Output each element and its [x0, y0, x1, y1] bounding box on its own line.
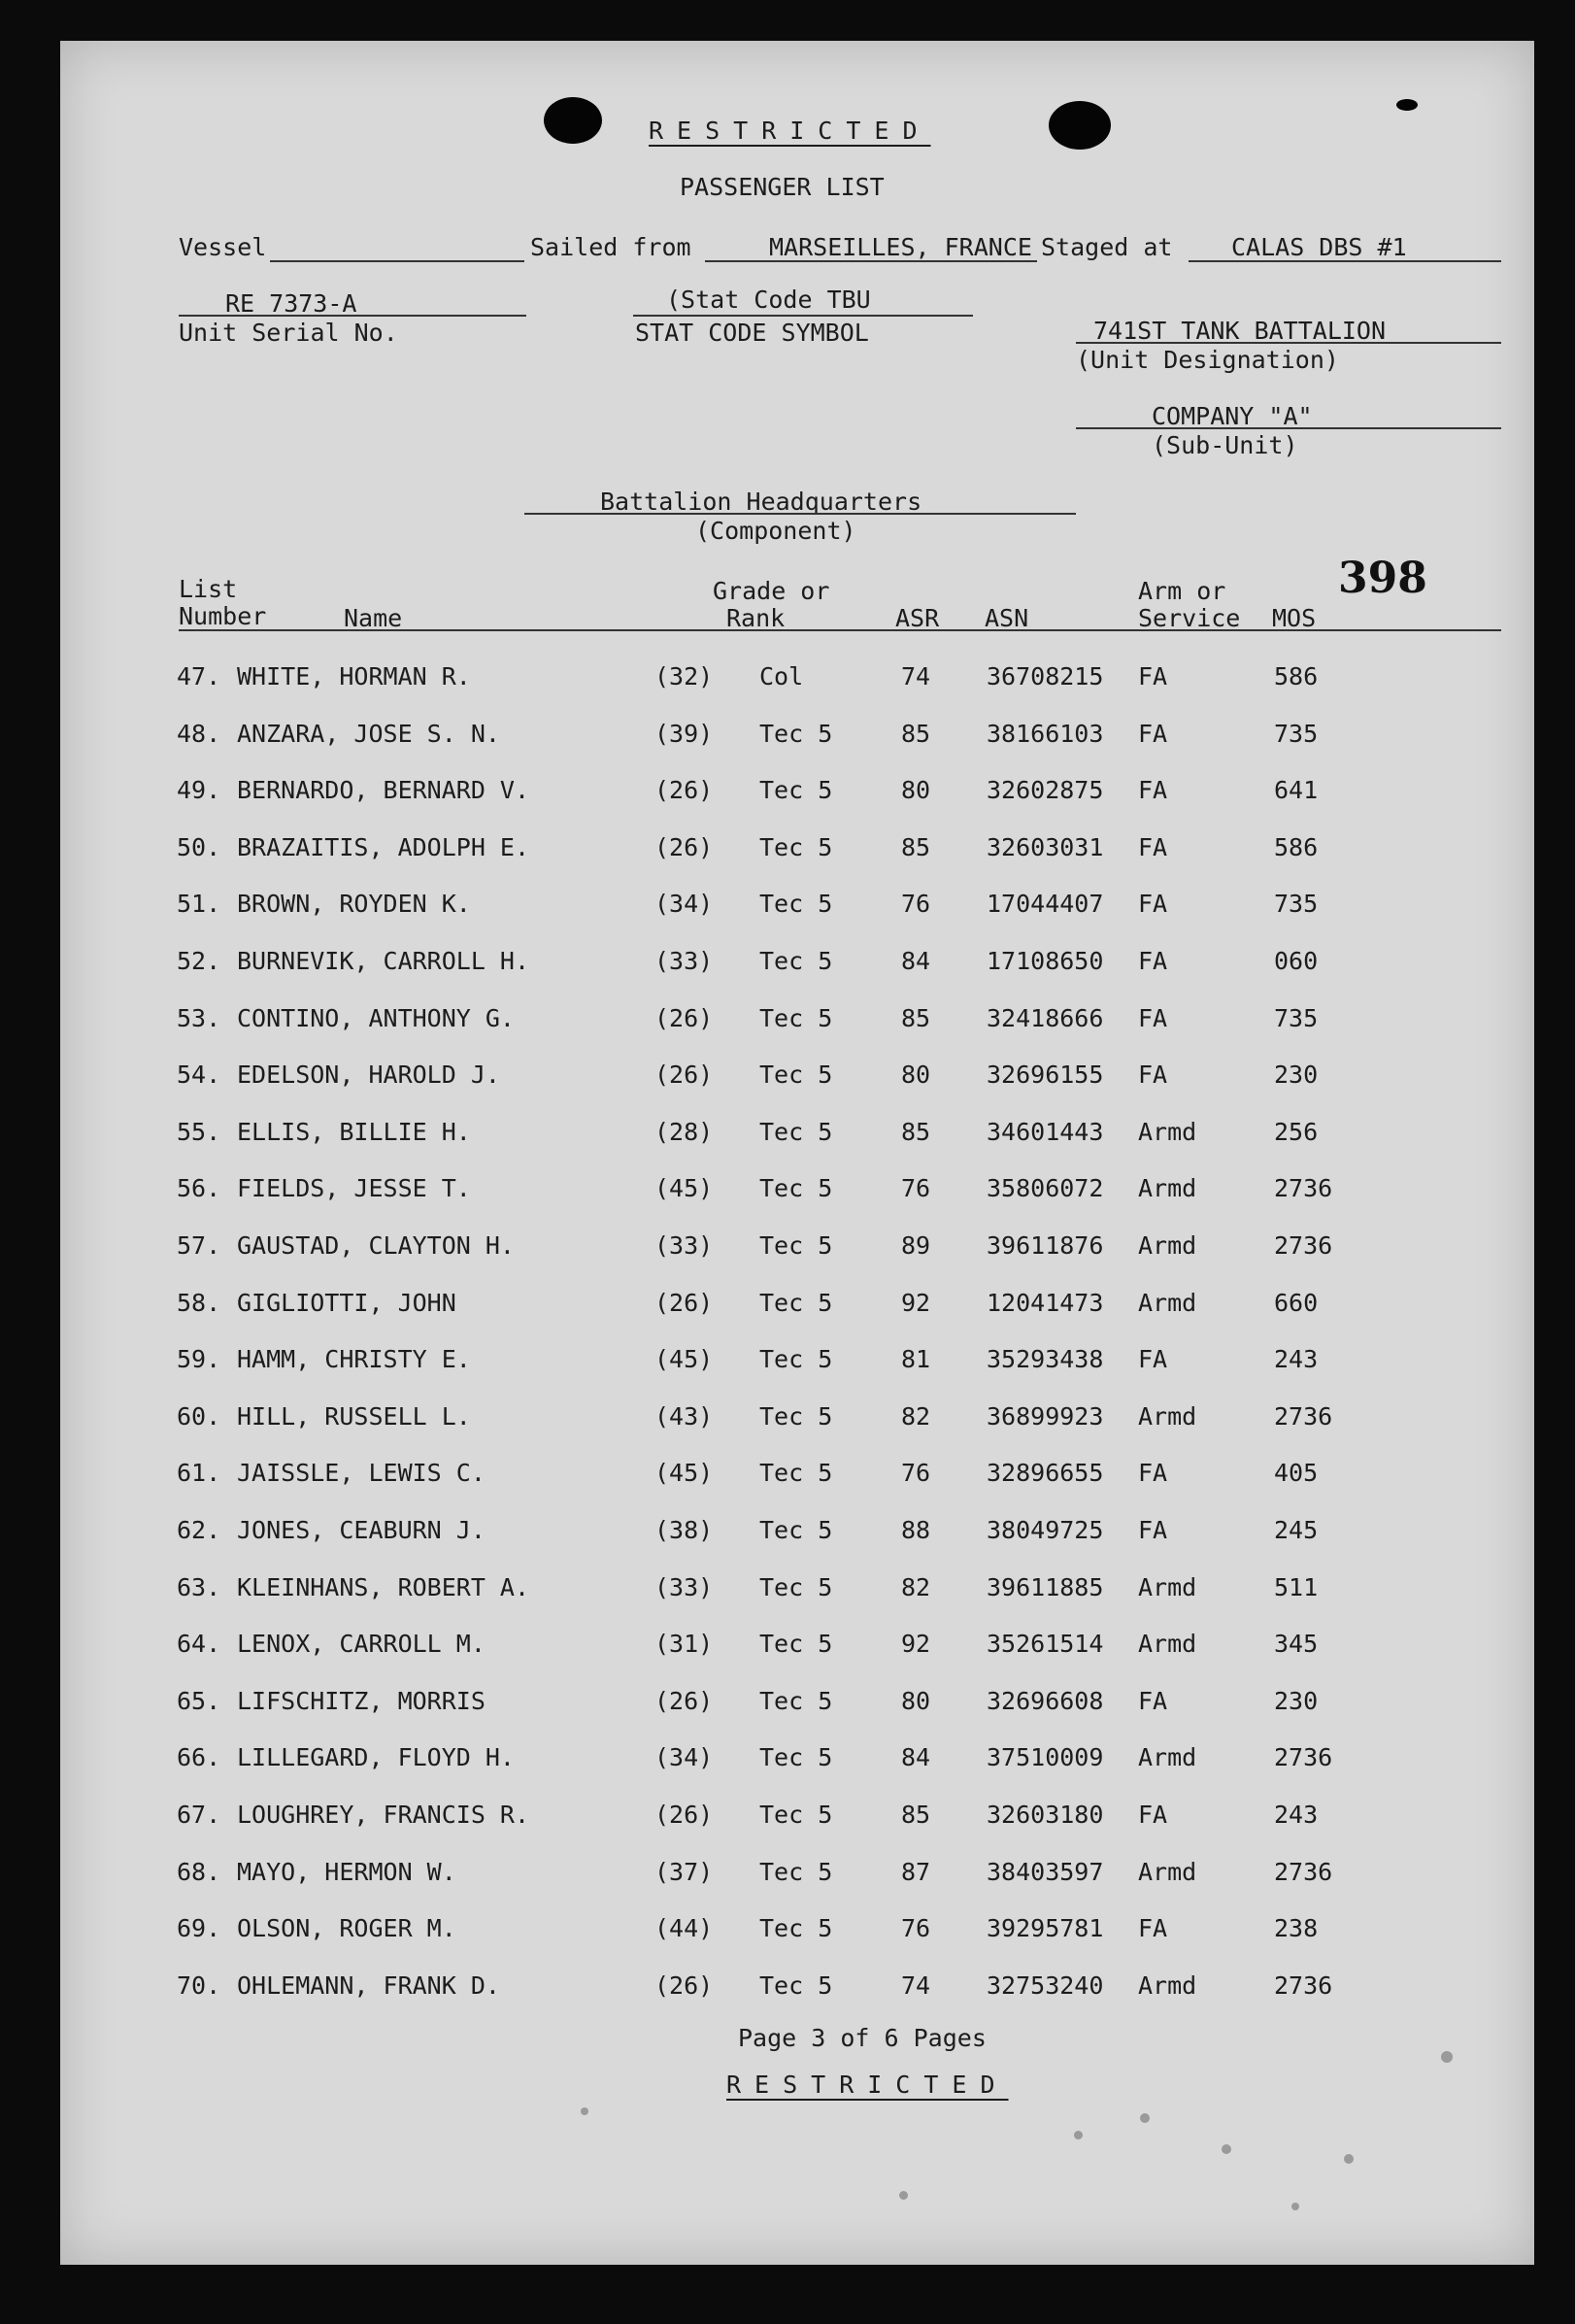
component-label: (Component)	[695, 517, 856, 545]
component-line	[524, 513, 1076, 515]
row-name: GIGLIOTTI, JOHN	[237, 1289, 456, 1317]
row-asr: 92	[901, 1289, 931, 1317]
row-asr: 85	[901, 833, 931, 861]
vessel-field-line	[270, 260, 524, 262]
row-arm-service: Armd	[1138, 1858, 1197, 1886]
row-mos: 238	[1274, 1914, 1319, 1942]
unit-designation-line	[1076, 342, 1501, 344]
row-name: MAYO, HERMON W.	[237, 1858, 456, 1886]
paper-speck	[1074, 2131, 1083, 2139]
stat-code-line	[633, 315, 973, 317]
row-mos: 2736	[1274, 1174, 1333, 1202]
row-name: ELLIS, BILLIE H.	[237, 1118, 471, 1146]
row-age: (26)	[654, 776, 714, 804]
row-list-number: 62.	[177, 1516, 221, 1544]
row-list-number: 65.	[177, 1687, 221, 1715]
row-arm-service: Armd	[1138, 1743, 1197, 1771]
row-list-number: 53.	[177, 1004, 221, 1032]
col-asr: ASR	[895, 604, 940, 632]
row-list-number: 55.	[177, 1118, 221, 1146]
row-asr: 76	[901, 890, 931, 918]
row-age: (43)	[654, 1402, 714, 1431]
col-grade-line2: Rank	[726, 604, 786, 632]
row-asn: 36708215	[987, 662, 1104, 690]
sailed-from-label: Sailed from	[530, 233, 691, 261]
paper-speck	[1140, 2113, 1150, 2123]
row-asn: 32896655	[987, 1459, 1104, 1487]
row-asn: 35261514	[987, 1630, 1104, 1658]
row-grade: Tec 5	[759, 1573, 833, 1601]
row-asr: 81	[901, 1345, 931, 1373]
row-list-number: 66.	[177, 1743, 221, 1771]
row-name: LOUGHREY, FRANCIS R.	[237, 1801, 530, 1829]
row-mos: 2736	[1274, 1858, 1333, 1886]
paper-speck	[1441, 2051, 1453, 2063]
row-mos: 586	[1274, 833, 1319, 861]
col-grade-line1: Grade or	[713, 577, 830, 605]
row-asr: 76	[901, 1174, 931, 1202]
row-asn: 32603180	[987, 1801, 1104, 1829]
row-age: (44)	[654, 1914, 714, 1942]
row-age: (45)	[654, 1459, 714, 1487]
staged-at-value: CALAS DBS #1	[1231, 233, 1407, 261]
col-arm-line1: Arm or	[1138, 577, 1226, 605]
row-mos: 230	[1274, 1061, 1319, 1089]
row-arm-service: FA	[1138, 1459, 1168, 1487]
row-grade: Tec 5	[759, 1914, 833, 1942]
row-arm-service: Armd	[1138, 1573, 1197, 1601]
row-asr: 80	[901, 1687, 931, 1715]
row-name: LILLEGARD, FLOYD H.	[237, 1743, 515, 1771]
row-asn: 38049725	[987, 1516, 1104, 1544]
paper-speck	[1344, 2154, 1354, 2164]
row-mos: 2736	[1274, 1971, 1333, 2000]
row-list-number: 51.	[177, 890, 221, 918]
row-asr: 92	[901, 1630, 931, 1658]
row-name: BROWN, ROYDEN K.	[237, 890, 471, 918]
stat-code-value: (Stat Code TBU	[666, 286, 871, 314]
row-arm-service: FA	[1138, 1004, 1168, 1032]
row-mos: 735	[1274, 720, 1319, 748]
row-grade: Tec 5	[759, 1402, 833, 1431]
row-mos: 245	[1274, 1516, 1319, 1544]
row-grade: Tec 5	[759, 1743, 833, 1771]
row-name: FIELDS, JESSE T.	[237, 1174, 471, 1202]
row-asn: 17108650	[987, 947, 1104, 975]
row-asr: 82	[901, 1402, 931, 1431]
row-grade: Tec 5	[759, 1687, 833, 1715]
row-age: (26)	[654, 1004, 714, 1032]
paper-speck	[581, 2107, 588, 2115]
row-name: LENOX, CARROLL M.	[237, 1630, 486, 1658]
row-asr: 87	[901, 1858, 931, 1886]
row-asn: 39611885	[987, 1573, 1104, 1601]
row-arm-service: Armd	[1138, 1630, 1197, 1658]
row-mos: 405	[1274, 1459, 1319, 1487]
row-asr: 74	[901, 1971, 931, 2000]
row-grade: Tec 5	[759, 1971, 833, 2000]
row-grade: Tec 5	[759, 1516, 833, 1544]
row-arm-service: Armd	[1138, 1402, 1197, 1431]
row-grade: Tec 5	[759, 1231, 833, 1260]
row-arm-service: FA	[1138, 1687, 1168, 1715]
col-asn: ASN	[985, 604, 1029, 632]
row-list-number: 63.	[177, 1573, 221, 1601]
row-arm-service: FA	[1138, 776, 1168, 804]
row-asr: 80	[901, 1061, 931, 1089]
row-age: (34)	[654, 890, 714, 918]
sub-unit-label: (Sub-Unit)	[1152, 431, 1298, 459]
row-mos: 256	[1274, 1118, 1319, 1146]
row-age: (33)	[654, 947, 714, 975]
row-age: (26)	[654, 1971, 714, 2000]
row-name: EDELSON, HAROLD J.	[237, 1061, 500, 1089]
row-mos: 230	[1274, 1687, 1319, 1715]
row-arm-service: FA	[1138, 662, 1168, 690]
row-age: (33)	[654, 1231, 714, 1260]
row-grade: Tec 5	[759, 1858, 833, 1886]
row-list-number: 68.	[177, 1858, 221, 1886]
row-mos: 586	[1274, 662, 1319, 690]
row-asr: 74	[901, 662, 931, 690]
row-name: OLSON, ROGER M.	[237, 1914, 456, 1942]
stat-code-label: STAT CODE SYMBOL	[635, 319, 869, 347]
row-grade: Tec 5	[759, 1801, 833, 1829]
punch-hole-right	[1049, 101, 1111, 150]
row-age: (45)	[654, 1174, 714, 1202]
row-asr: 76	[901, 1459, 931, 1487]
row-mos: 641	[1274, 776, 1319, 804]
row-list-number: 69.	[177, 1914, 221, 1942]
row-name: WHITE, HORMAN R.	[237, 662, 471, 690]
unit-serial-label: Unit Serial No.	[179, 319, 398, 347]
row-age: (28)	[654, 1118, 714, 1146]
col-list-number-line2: Number	[179, 602, 267, 630]
row-mos: 660	[1274, 1289, 1319, 1317]
row-asn: 35293438	[987, 1345, 1104, 1373]
paper-speck	[899, 2191, 908, 2200]
row-mos: 735	[1274, 890, 1319, 918]
row-arm-service: Armd	[1138, 1971, 1197, 2000]
staged-at-label: Staged at	[1041, 233, 1173, 261]
row-name: BRAZAITIS, ADOLPH E.	[237, 833, 530, 861]
row-name: ANZARA, JOSE S. N.	[237, 720, 500, 748]
page-info: Page 3 of 6 Pages	[738, 2024, 987, 2052]
row-age: (26)	[654, 1687, 714, 1715]
unit-designation-label: (Unit Designation)	[1076, 346, 1339, 374]
restricted-heading-top: RESTRICTED	[649, 117, 931, 145]
row-name: CONTINO, ANTHONY G.	[237, 1004, 515, 1032]
row-name: OHLEMANN, FRANK D.	[237, 1971, 500, 2000]
row-name: HAMM, CHRISTY E.	[237, 1345, 471, 1373]
document-page	[60, 41, 1534, 2265]
row-asr: 80	[901, 776, 931, 804]
unit-serial-value: RE 7373-A	[225, 289, 357, 318]
row-list-number: 59.	[177, 1345, 221, 1373]
row-grade: Tec 5	[759, 1630, 833, 1658]
row-asr: 89	[901, 1231, 931, 1260]
component-value: Battalion Headquarters	[600, 488, 922, 516]
row-list-number: 61.	[177, 1459, 221, 1487]
row-asr: 85	[901, 1118, 931, 1146]
sub-unit-value: COMPANY "A"	[1152, 402, 1313, 430]
row-list-number: 49.	[177, 776, 221, 804]
row-name: LIFSCHITZ, MORRIS	[237, 1687, 486, 1715]
row-name: KLEINHANS, ROBERT A.	[237, 1573, 530, 1601]
row-arm-service: Armd	[1138, 1289, 1197, 1317]
row-mos: 2736	[1274, 1402, 1333, 1431]
row-list-number: 48.	[177, 720, 221, 748]
row-mos: 243	[1274, 1345, 1319, 1373]
row-asn: 36899923	[987, 1402, 1104, 1431]
row-grade: Tec 5	[759, 1118, 833, 1146]
row-arm-service: FA	[1138, 890, 1168, 918]
ink-speck	[1396, 99, 1418, 111]
unit-serial-line	[179, 315, 526, 317]
row-grade: Tec 5	[759, 947, 833, 975]
row-list-number: 57.	[177, 1231, 221, 1260]
row-list-number: 54.	[177, 1061, 221, 1089]
row-asr: 88	[901, 1516, 931, 1544]
row-arm-service: FA	[1138, 833, 1168, 861]
row-age: (26)	[654, 1289, 714, 1317]
row-asn: 32602875	[987, 776, 1104, 804]
row-arm-service: Armd	[1138, 1231, 1197, 1260]
col-arm-line2: Service	[1138, 604, 1241, 632]
row-list-number: 47.	[177, 662, 221, 690]
row-asn: 39295781	[987, 1914, 1104, 1942]
row-age: (37)	[654, 1858, 714, 1886]
row-mos: 243	[1274, 1801, 1319, 1829]
row-grade: Tec 5	[759, 1174, 833, 1202]
sub-unit-line	[1076, 427, 1501, 429]
row-asr: 76	[901, 1914, 931, 1942]
row-list-number: 67.	[177, 1801, 221, 1829]
passenger-list-title: PASSENGER LIST	[680, 173, 885, 201]
row-arm-service: Armd	[1138, 1118, 1197, 1146]
row-arm-service: FA	[1138, 1345, 1168, 1373]
row-arm-service: FA	[1138, 1516, 1168, 1544]
row-grade: Tec 5	[759, 1004, 833, 1032]
row-mos: 2736	[1274, 1743, 1333, 1771]
row-asr: 85	[901, 1004, 931, 1032]
row-asn: 32418666	[987, 1004, 1104, 1032]
row-name: BURNEVIK, CARROLL H.	[237, 947, 530, 975]
row-asn: 32603031	[987, 833, 1104, 861]
row-asn: 12041473	[987, 1289, 1104, 1317]
row-age: (38)	[654, 1516, 714, 1544]
row-asr: 85	[901, 1801, 931, 1829]
row-asn: 32753240	[987, 1971, 1104, 2000]
row-asr: 82	[901, 1573, 931, 1601]
row-arm-service: FA	[1138, 947, 1168, 975]
row-age: (26)	[654, 1801, 714, 1829]
row-name: GAUSTAD, CLAYTON H.	[237, 1231, 515, 1260]
row-asr: 84	[901, 947, 931, 975]
row-list-number: 56.	[177, 1174, 221, 1202]
row-age: (33)	[654, 1573, 714, 1601]
row-age: (26)	[654, 1061, 714, 1089]
row-list-number: 70.	[177, 1971, 221, 2000]
punch-hole-left	[544, 97, 602, 144]
row-grade: Col	[759, 662, 804, 690]
row-name: HILL, RUSSELL L.	[237, 1402, 471, 1431]
row-mos: 345	[1274, 1630, 1319, 1658]
paper-speck	[1291, 2203, 1299, 2210]
row-list-number: 60.	[177, 1402, 221, 1431]
header-rule	[179, 629, 1501, 631]
row-asr: 85	[901, 720, 931, 748]
row-arm-service: FA	[1138, 720, 1168, 748]
row-name: JAISSLE, LEWIS C.	[237, 1459, 486, 1487]
row-age: (26)	[654, 833, 714, 861]
row-mos: 735	[1274, 1004, 1319, 1032]
row-grade: Tec 5	[759, 1345, 833, 1373]
row-list-number: 64.	[177, 1630, 221, 1658]
row-asn: 39611876	[987, 1231, 1104, 1260]
row-list-number: 50.	[177, 833, 221, 861]
row-grade: Tec 5	[759, 776, 833, 804]
row-name: JONES, CEABURN J.	[237, 1516, 486, 1544]
row-age: (32)	[654, 662, 714, 690]
row-mos: 2736	[1274, 1231, 1333, 1260]
row-age: (31)	[654, 1630, 714, 1658]
row-asn: 32696608	[987, 1687, 1104, 1715]
row-asn: 17044407	[987, 890, 1104, 918]
row-age: (45)	[654, 1345, 714, 1373]
row-name: BERNARDO, BERNARD V.	[237, 776, 530, 804]
col-mos: MOS	[1272, 604, 1317, 632]
row-grade: Tec 5	[759, 720, 833, 748]
row-grade: Tec 5	[759, 833, 833, 861]
row-arm-service: FA	[1138, 1914, 1168, 1942]
stamp-number: 398	[1338, 554, 1427, 603]
paper-speck	[1222, 2144, 1231, 2154]
row-asn: 34601443	[987, 1118, 1104, 1146]
row-grade: Tec 5	[759, 890, 833, 918]
sailed-from-value: MARSEILLES, FRANCE	[769, 233, 1032, 261]
row-age: (34)	[654, 1743, 714, 1771]
vessel-label: Vessel	[179, 233, 267, 261]
row-mos: 060	[1274, 947, 1319, 975]
row-asn: 32696155	[987, 1061, 1104, 1089]
row-asn: 38166103	[987, 720, 1104, 748]
row-grade: Tec 5	[759, 1459, 833, 1487]
row-arm-service: FA	[1138, 1061, 1168, 1089]
col-name: Name	[344, 604, 403, 632]
row-mos: 511	[1274, 1573, 1319, 1601]
row-arm-service: Armd	[1138, 1174, 1197, 1202]
unit-designation-value: 741ST TANK BATTALION	[1093, 317, 1387, 345]
row-asn: 35806072	[987, 1174, 1104, 1202]
row-asn: 38403597	[987, 1858, 1104, 1886]
row-asr: 84	[901, 1743, 931, 1771]
row-list-number: 58.	[177, 1289, 221, 1317]
col-list-number-line1: List	[179, 575, 238, 603]
row-arm-service: FA	[1138, 1801, 1168, 1829]
row-age: (39)	[654, 720, 714, 748]
row-grade: Tec 5	[759, 1061, 833, 1089]
restricted-heading-bottom: RESTRICTED	[726, 2071, 1009, 2099]
row-grade: Tec 5	[759, 1289, 833, 1317]
row-list-number: 52.	[177, 947, 221, 975]
row-asn: 37510009	[987, 1743, 1104, 1771]
